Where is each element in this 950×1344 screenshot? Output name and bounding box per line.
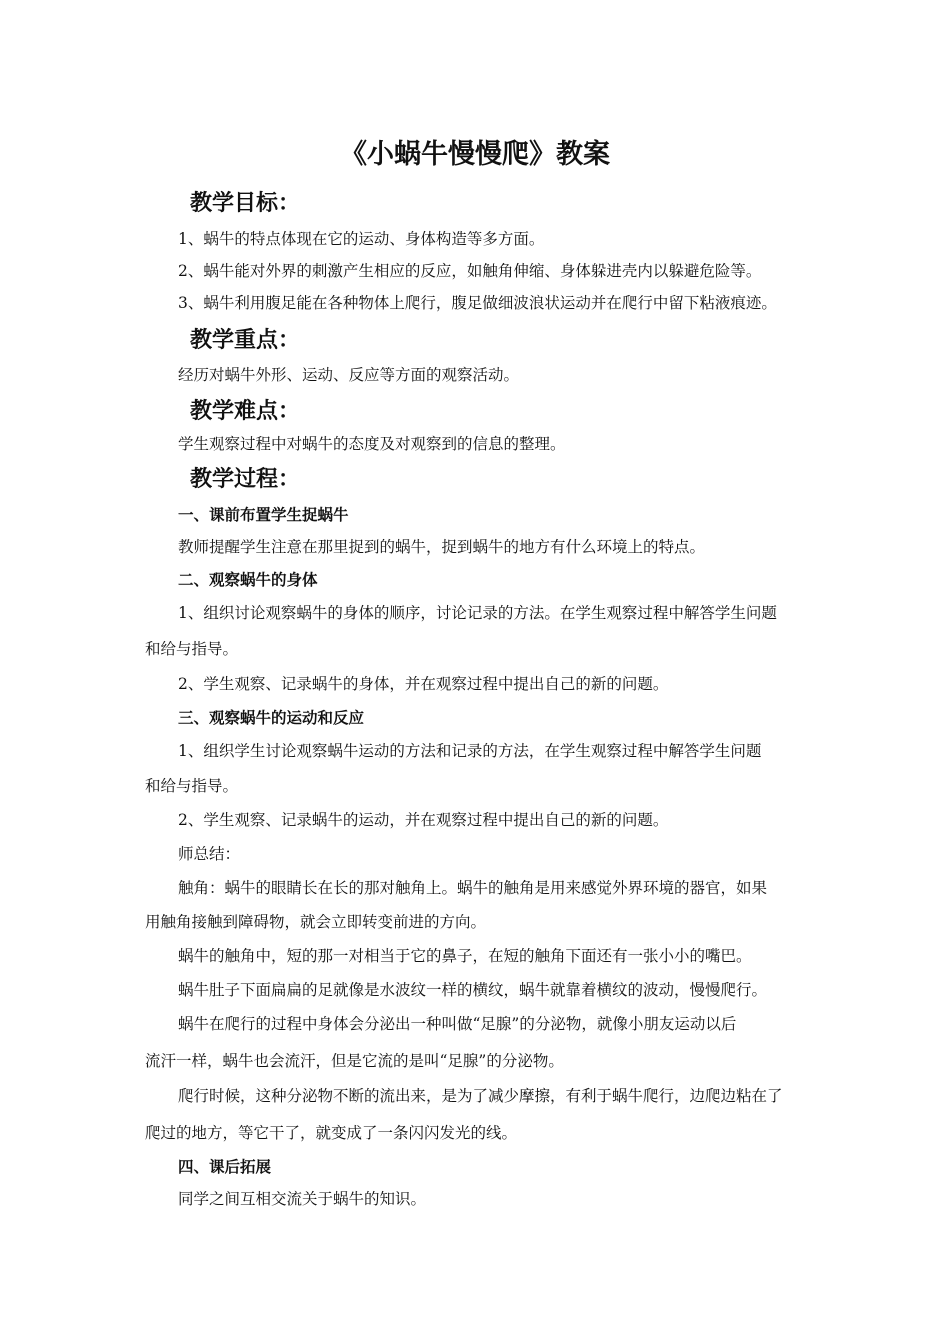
- summary-4-line-1: 蜗牛在爬行的过程中身体会分泌出一种叫做“足腺”的分泌物，就像小朋友运动以后: [178, 1015, 737, 1033]
- summary-1-line-1: 触角：蜗牛的眼睛长在长的那对触角上。蜗牛的触角是用来感觉外界环境的器官，如果: [178, 879, 768, 897]
- process-part-2-item-1-line-1: 1、组织讨论观察蜗牛的身体的顺序，讨论记录的方法。在学生观察过程中解答学生问题: [178, 604, 777, 622]
- document-title: 《小蜗牛慢慢爬》教案: [340, 139, 610, 170]
- summary-5-line-1: 爬行时候，这种分泌物不断的流出来，是为了减少摩擦，有利于蜗牛爬行，边爬边粘在了: [178, 1087, 783, 1105]
- difficulties-text: 学生观察过程中对蜗牛的态度及对观察到的信息的整理。: [178, 435, 566, 453]
- process-part-3-title: 三、观察蜗牛的运动和反应: [178, 709, 365, 727]
- process-part-3-item-1-line-2: 和给与指导。: [145, 777, 239, 795]
- heading-teaching-process: 教学过程：: [190, 467, 301, 492]
- summary-3: 蜗牛肚子下面扁扁的足就像是水波纹一样的横纹，蜗牛就靠着横纹的波动，慢慢爬行。: [178, 981, 768, 999]
- summary-label: 师总结：: [178, 845, 241, 863]
- process-part-3-item-2: 2、学生观察、记录蜗牛的运动，并在观察过程中提出自己的新的问题。: [178, 811, 669, 829]
- process-part-1-text: 教师提醒学生注意在那里捉到的蜗牛，捉到蜗牛的地方有什么环境上的特点。: [178, 538, 706, 556]
- goal-item-3: 3、蜗牛利用腹足能在各种物体上爬行，腹足做细波浪状运动并在爬行中留下粘液痕迹。: [178, 294, 777, 312]
- process-part-1-title: 一、课前布置学生捉蜗牛: [178, 506, 349, 524]
- process-part-2-item-2: 2、学生观察、记录蜗牛的身体，并在观察过程中提出自己的新的问题。: [178, 675, 669, 693]
- process-part-2-item-1-line-2: 和给与指导。: [145, 640, 239, 658]
- summary-2: 蜗牛的触角中，短的那一对相当于它的鼻子，在短的触角下面还有一张小小的嘴巴。: [178, 947, 752, 965]
- goal-item-1: 1、蜗牛的特点体现在它的运动、身体构造等多方面。: [178, 230, 545, 248]
- process-part-3-item-1-line-1: 1、组织学生讨论观察蜗牛运动的方法和记录的方法，在学生观察过程中解答学生问题: [178, 742, 762, 760]
- heading-teaching-difficulties: 教学难点：: [190, 399, 301, 424]
- heading-teaching-key-points: 教学重点：: [190, 328, 301, 353]
- goal-item-2: 2、蜗牛能对外界的刺激产生相应的反应，如触角伸缩、身体躲进壳内以躲避危险等。: [178, 262, 762, 280]
- summary-4-line-2: 流汗一样，蜗牛也会流汗，但是它流的是叫“足腺”的分泌物。: [145, 1052, 564, 1070]
- process-part-4-title: 四、课后拓展: [178, 1158, 272, 1176]
- process-part-4-text: 同学之间互相交流关于蜗牛的知识。: [178, 1190, 427, 1208]
- process-part-2-title: 二、观察蜗牛的身体: [178, 571, 318, 589]
- key-points-text: 经历对蜗牛外形、运动、反应等方面的观察活动。: [178, 366, 520, 384]
- summary-1-line-2: 用触角接触到障碍物，就会立即转变前进的方向。: [145, 913, 487, 931]
- summary-5-line-2: 爬过的地方，等它干了，就变成了一条闪闪发光的线。: [145, 1124, 518, 1142]
- heading-teaching-goals: 教学目标：: [190, 191, 301, 216]
